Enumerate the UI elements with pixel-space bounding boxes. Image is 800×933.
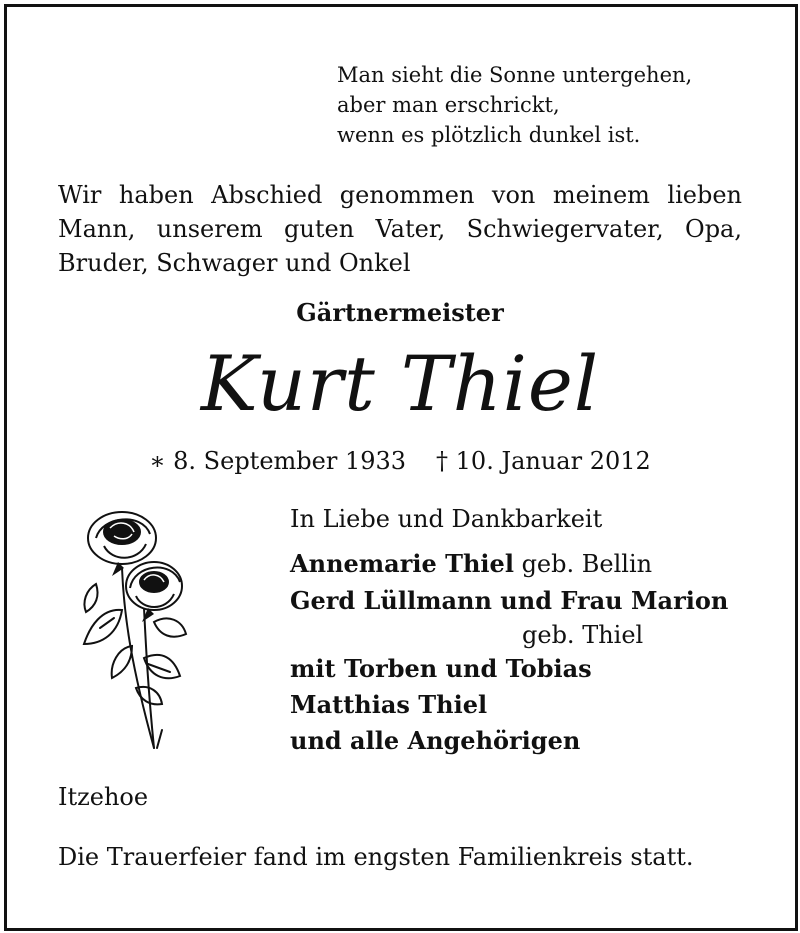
intro-line-1: Wir haben Abschied genommen von meinem lieben bbox=[58, 181, 742, 209]
deceased-title: Gärtnermeister bbox=[296, 298, 504, 327]
intro-line-3: Bruder, Schwager und Onkel bbox=[58, 249, 411, 277]
deceased-name: Kurt Thiel bbox=[200, 339, 600, 428]
rose-illustration bbox=[62, 498, 202, 753]
mourner-1-note: geb. Bellin bbox=[513, 550, 653, 578]
funeral-note: Die Trauerfeier fand im engsten Familienkreis statt. bbox=[58, 843, 694, 871]
quote bbox=[337, 60, 692, 150]
quote-line-2: aber man erschrickt, bbox=[337, 93, 560, 117]
death-date: † 10. Januar 2012 bbox=[436, 447, 651, 475]
quote-line-1: Man sieht die Sonne untergehen, bbox=[337, 63, 693, 87]
mourner-5: und alle Angehörigen bbox=[290, 726, 581, 755]
mourner-3: mit Torben und Tobias bbox=[290, 654, 592, 683]
mourner-4: Matthias Thiel bbox=[290, 690, 488, 719]
mourner-line-1 bbox=[290, 547, 652, 581]
life-dates bbox=[0, 444, 800, 478]
place-text: Itzehoe bbox=[58, 783, 149, 811]
intro-text bbox=[58, 178, 742, 280]
quote-line-3: wenn es plötzlich dunkel ist. bbox=[337, 123, 641, 147]
birth-date: ∗ 8. September 1933 bbox=[149, 447, 407, 475]
mourners-intro: In Liebe und Dankbarkeit bbox=[290, 505, 603, 533]
mourner-2-note: geb. Thiel bbox=[522, 621, 644, 649]
mourner-2-name: Gerd Lüllmann und Frau Marion bbox=[290, 586, 729, 615]
mourner-1-name: Annemarie Thiel bbox=[290, 549, 514, 578]
intro-line-2: Mann, unserem guten Vater, Schwiegervater, Opa, bbox=[58, 215, 742, 243]
